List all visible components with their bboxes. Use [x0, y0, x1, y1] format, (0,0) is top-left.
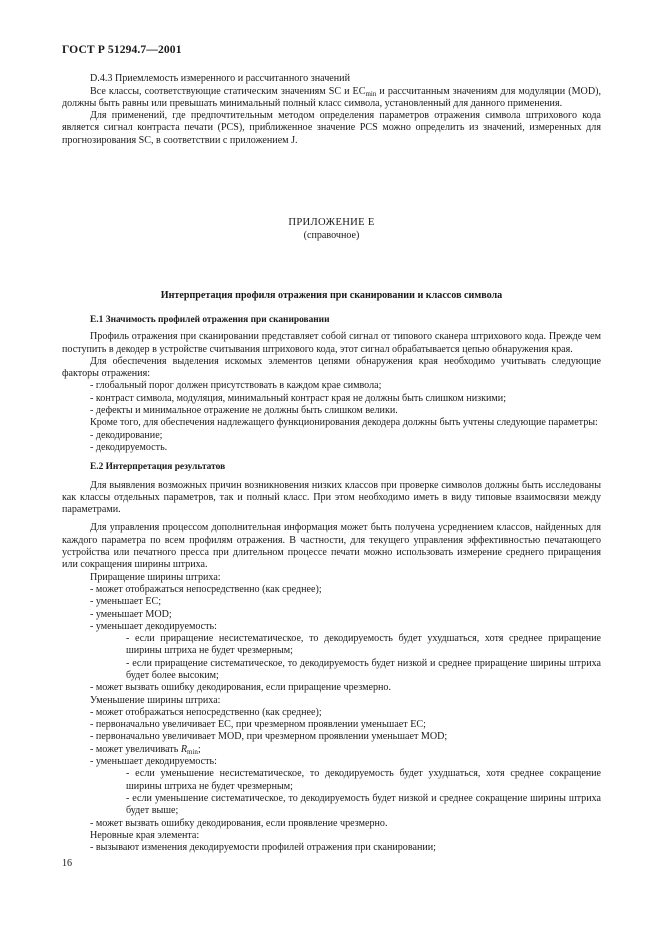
list-item-rmin: - может увеличивать $R_{min}$; [90, 743, 201, 756]
list-item: - глобальный порог должен присутствовать в каждом крае символа; [90, 380, 382, 392]
section-e2-heading: Е.2 Интерпретация результатов [90, 462, 226, 473]
list-item: - контраст символа, модуляция, минимальный контраст края не должны быть слишком низкими; [90, 392, 507, 404]
sub-list-item: - если уменьшение систематическое, то декодируемость будет низкой и среднее сокращение ширины штриха будет выше; [126, 792, 601, 817]
d43-paragraph-1: Все классы, соответствующие статическим значениям SC и $EC_{min}$ и рассчитанным значениям для модуляции (MOD), должны быть равны или превышать минимальный полный класс символа, установленный для данного применения. [62, 85, 602, 109]
e1-paragraph-3: Кроме того, для обеспечения надлежащего функционирования декодера должны быть учтены следующие параметры: [90, 417, 598, 429]
sub-list-item: - если приращение систематическое, то декодируемость будет низкой и среднее приращение ширины штриха будет более высоким; [126, 657, 601, 681]
list-item: - первоначально увеличивает ЕС, при чрезмерном проявлении уменьшает ЕС; [90, 719, 426, 731]
list-item: - уменьшает декодируемость: [90, 620, 217, 632]
bar-gain-title: Приращение ширины штриха: [90, 571, 221, 583]
list-item: - может отображаться непосредственно (как среднее); [90, 706, 322, 718]
list-item: - декодируемость. [90, 441, 168, 453]
list-item: - декодирование; [90, 429, 163, 441]
appendix-note: (справочное) [303, 230, 360, 242]
list-item: - дефекты и минимальное отражение не должны быть слишком велики. [90, 405, 398, 417]
e2-paragraph-1: Для выявления возможных причин возникновения низких классов при проверке символов должны быть исследованы как классы отдельных параметров, так и полный класс. При этом необходимо иметь в виду типовые взаимосвязи между параметрами. [62, 479, 601, 516]
e1-paragraph-2: Для обеспечения выделения искомых элементов цепями обнаружения края необходимо учитывать следующие факторы отражения: [62, 355, 601, 380]
list-item: - вызывают изменения декодируемости профилей отражения при сканировании; [90, 842, 436, 854]
list-item: - может вызвать ошибку декодирования, если приращение чрезмерно. [90, 682, 392, 694]
list-item: - первоначально увеличивает MOD, при чрезмерном проявлении уменьшает MOD; [90, 731, 448, 743]
list-item: - уменьшает декодируемость: [90, 756, 217, 768]
e2-paragraph-2: Для управления процессом дополнительная информация может быть получена усреднением классов, найденных для каждого параметра по всем профилям отражения. В частности, для текущего управления эффективностью печатающего устройства или печатного пресса при длительном процессе печати можно использовать измерение среднего приращения или сокращения ширины штриха. [62, 522, 601, 571]
bar-loss-title: Уменьшение ширины штриха: [90, 694, 221, 706]
page-number: 16 [62, 858, 73, 869]
sub-list-item: - если уменьшение несистематическое, то декодируемость будет ухудшаться, хотя среднее сокращение ширины штриха не будет чрезмерным; [126, 768, 601, 792]
rough-edges-title: Неровные края элемента: [90, 829, 200, 841]
list-item: - может отображаться непосредственно (как среднее); [90, 583, 322, 595]
appendix-title: ПРИЛОЖЕНИЕ Е [288, 217, 375, 229]
d43-paragraph-2: Для применений, где предпочтительным методом определения параметров отражения символа штрихового кода является сигнал контраста печати (PCS), приближенное значение PCS можно определить из значений, измеренных для прогнозирования SC, в соответствии с приложением J. [62, 110, 601, 146]
list-item: - уменьшает MOD; [90, 608, 172, 620]
e1-paragraph-1: Профиль отражения при сканировании представляет собой сигнал от типового сканера штрихового кода. Прежде чем поступить в декодер в устройстве считывания штрихового кода, этот сигнал обрабатывается цепью обнаружения края. [62, 331, 601, 355]
sub-list-item: - если приращение несистематическое, то декодируемость будет ухудшаться, хотя среднее приращение ширины штриха не будет чрезмерным; [126, 633, 601, 657]
appendix-main-title: Интерпретация профиля отражения при сканировании и классов символа [160, 289, 503, 301]
d43-title: D.4.3 Приемлемость измеренного и рассчитанного значений [90, 73, 350, 85]
list-item: - может вызвать ошибку декодирования, если проявление чрезмерно. [90, 817, 388, 829]
appendix-heading [62, 217, 601, 243]
section-e1-heading: Е.1 Значимость профилей отражения при сканировании [90, 314, 330, 325]
document-header: ГОСТ Р 51294.7—2001 [62, 43, 182, 56]
list-item: - уменьшает ЕС; [90, 596, 162, 608]
